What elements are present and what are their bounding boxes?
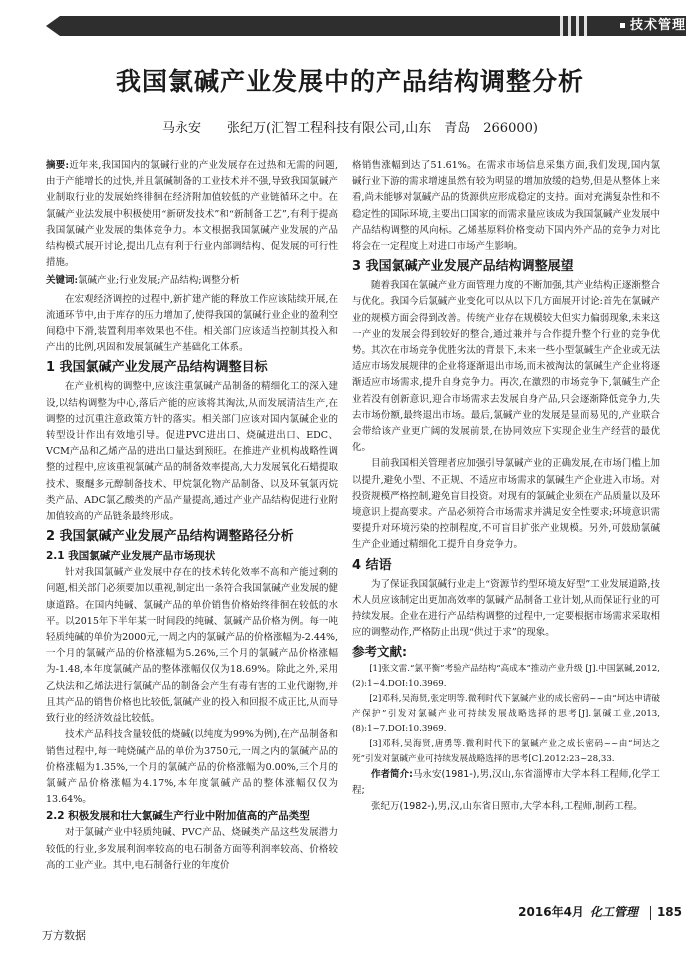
section-4-heading: 4 结语: [352, 557, 392, 573]
section-2-heading: 2 我国氯碱产业发展产品结构调整路径分析: [46, 529, 294, 545]
abstract: [46, 158, 338, 271]
article-title: 我国氯碱产业发展中的产品结构调整分析: [115, 67, 584, 96]
author-bio-lead: 作者简介:: [371, 769, 413, 781]
continued-paragraph: 格销售涨幅到达了51.61%。在需求市场信息采集方面,我们发现,国内氯碱行业下游的需求增速虽然有较为明显的增加放缓的趋势,但是从整体上来看,尚未能够对氯碱产品的货源供应形成稳定的支持。面对充满复杂性和不稳定性的国际环境,主要出口国家的而需求量应该成为我国氯碱产业发展中产品结构调整的风向标。乙烯基原料价格变动下国内外产品的竞争力对比将会在一定程度上对进口市场产生影响。: [352, 160, 660, 253]
page-footer: [518, 903, 682, 920]
page-number: 185: [656, 905, 682, 919]
references-heading: 参考文献:: [352, 644, 407, 660]
keywords: [46, 273, 338, 289]
keywords-lead: 关键词:: [46, 275, 79, 287]
header-stripe: [584, 16, 587, 36]
journal-name: 化工管理: [589, 905, 638, 919]
issue-date: 2016年4月: [518, 905, 584, 919]
header-band: [60, 16, 686, 36]
section-2-1-heading: 2.1 我国氯碱产业发展产品市场现状: [46, 550, 216, 563]
watermark: 万方数据: [42, 929, 86, 942]
section-tag: [620, 16, 686, 36]
article-authors: 马永安 张纪万(汇智工程科技有限公司,山东 青岛 266000): [162, 121, 538, 136]
section-1-paragraph: 在产业机构的调整中,应该注重氯碱产品制备的精细化工的深入建设,以结构调整为中心,落后产能的应该将其淘汰,从而发展清洁生产,在调整的过沉重注意政策方针的落实。相关部门应该对国内氯碱企业的转型设计作出有效地引导。促进PVC进出口、烧碱进出口、EDC、VCM产品和乙烯产品的进出口量达到预旺。在推进产业机构战略性调整的过程中,应该重视氯碱产品的制备效率提高,大力发展氧化石蜡提取技术、聚醚多元醇制备技术、甲烷氯化物产品制备、以及环氧氯丙烷类产品、ADC氯乙酸类的产品产量提高,通过产业产品结构促进行业附加值较高的产品链条最终形成。: [46, 381, 338, 523]
section-2-1-paragraph: 技术产品科技含量较低的烧碱(以纯度为99%为例),在产品制备和销售过程中,每一吨烧碱产品的单价为3750元,一周之内的氯碱产品的价格涨幅为1.35%,一个月的氯碱产品的价格涨幅为0.00%,三个月的氯碱产品价格涨幅为4.17%,本年度氯碱产品的整体涨幅仅仅为13.64%。: [46, 729, 338, 806]
author-bio: 张纪万(1982-),男,汉,山东省日照市,大学本科,工程师,制药工程。: [371, 801, 643, 813]
section-2-2-heading: 2.2 积极发展和壮大氯碱生产行业中附加值高的产品类型: [46, 810, 310, 823]
section-3-paragraph: 目前我国相关管理者应加强引导氯碱产业的正确发展,在市场门槛上加以提升,避免小型、不正规、不适应市场需求的氯碱生产企业进入市场。对投资规模严格控制,避免盲目投资。对现有的氯碱企业须在产品质量以及环境意识上提高要求。产品必须符合市场需求并满足安全性要求;环境意识需要提升对环境污染的控制程度,不可盲目扩张产业规模。另外,可鼓励氯碱生产企业通过精细化工提升自身竞争力。: [352, 458, 660, 551]
author-bio: [352, 767, 660, 799]
square-bullet-icon: [620, 23, 625, 28]
right-column: [352, 158, 660, 815]
abstract-text: 近年来,我国国内的氯碱行业的产业发展存在过热和无需的问题,由于产能增长的过快,并且氯碱制备的工业技术并不强,导致我国氯碱产业制取行业的发展始终徘徊在经济附加值较低的产业链循环之中。在氯碱产业法发展中积极使用“新研发技术”和“新制备工艺”,有利于提高我国氯碱产业发展的集体竞争力。本文根据我国氯碱产业发展的产品结构模式展开讨论,提出几点有利于行业内部调结构、促发展的可行性措施。: [46, 160, 338, 269]
section-3-paragraph: 随着我国在氯碱产业方面管理力度的不断加强,其产业结构正逐渐整合与优化。我国今后氯碱产业变化可以从以下几方面展开讨论:首先在氯碱产业的规模方面会得到改善。传统产业存在规模较大但实力偏弱现象,未来这一产业的发展会得到较好的整合,通过兼并与合作提升整个行业的竞争优势。其次在市场竞争优胜劣汰的背景下,未来一些小型氯碱生产企业或无法适应市场发展规律的企业将逐渐退出市场,而未被淘汰的氯碱生产企业将逐渐适应市场需求,提升自身竞争力。再次,在激烈的市场竞争下,氯碱生产企业若没有创新意识,迎合市场需求去发展自身产品,只会逐渐降低竞争力,失去市场份额,最终退出市场。最后,氯碱产业的发展是显而易见的,产业联合会带给该产业更广阔的发展前景,在协同效应下实现企业生产经营的最优化。: [352, 280, 660, 454]
section-4-paragraph: 为了保证我国氯碱行业走上“资源节约型环境友好型”工业发展道路,技术人员应该制定出更加高效率的氯碱产品制备工业计划,从而保证行业的可持续发展。企业在进行产品结构调整的过程中,一定要根据市场需求采取相应的调整动作,严格防止出现“供过于求”的现象。: [352, 578, 660, 639]
footer-divider: [650, 906, 651, 920]
section-1-heading: 1 我国氯碱产业发展产品结构调整目标: [46, 360, 268, 376]
section-3-heading: 3 我国氯碱产业发展产品结构调整展望: [352, 259, 574, 275]
section-2-1-paragraph: 针对我国氯碱产业发展中存在的技术转化效率不高和产能过剩的问题,相关部门必须要加以重视,制定出一条符合我国氯碱产业发展的健康道路。在国内纯碱、氯碱产品的单价销售价格始终徘徊在较低的水平。以2015年下半年某一时间段的纯碱、氯碱产品价格为例。每一吨轻质纯碱的单价为2000元,一周之内的氯碱产品的价格涨幅为-2.44%,一个月的氯碱产品的价格涨幅为5.26%,三个月的氯碱产品价格涨幅为-1.48,本年度氯碱产品的整体涨幅仅仅为18.69%。除此之外,采用乙炔法和乙烯法进行氯碱产品的制备会产生有毒有害的工业代谢物,并且其产品的销售价格也比较低,氯碱产业的投入和回报不成正比,从而导致行业的经济效益比较低。: [46, 567, 338, 725]
reference-item: [3]邓科,吴海贤,唐勇等.微利时代下的氯碱产业之成长密码~~由“坷达之死”引发对氯碱产业可持续发展战略选择的思考[C].2012:23~28,33.: [352, 739, 660, 765]
reference-item: [2]邓科,吴海贤,张定明等.微利时代下氯碱产业的成长密码~~由“坷达申请破产保护”引发对氯碱产业可持续发展战略选择的思考[J].氯碱工业,2013,(8):1~7.DOI:10.3969.: [352, 694, 660, 735]
author-bio-text: 马永安(1981-),男,汉山,东省淄博市大学本科工程师,化学工程;: [352, 769, 660, 797]
left-column: [46, 158, 338, 874]
section-tag-label: 技术管理: [629, 18, 686, 33]
header-stripe: [576, 16, 579, 36]
header-arrow-icon: [46, 16, 60, 36]
header-stripe: [560, 16, 563, 36]
abstract-lead: 摘要:: [46, 160, 69, 171]
section-2-2-paragraph: 对于氯碱产业中轻质纯碱、PVC产品、烧碱类产品这些发展潜力较低的行业,多发展利润率较高的电石制备方面等利润率较高、价格较高的工业产业。其中,电石制备行业的年度价: [46, 827, 338, 871]
reference-item: [1]张文雷.“氯平衡”考验产品结构“高成本”推动产业升级 [J].中国氯碱,2012,(2):1~4.DOI:10.3969.: [352, 664, 660, 690]
keywords-text: 氯碱产业;行业发展;产品结构;调整分析: [78, 275, 240, 287]
intro-paragraph: 在宏观经济调控的过程中,新扩建产能的释放工作应该陆续开展,在流通环节中,由于库存的压力增加了,使得我国的氯碱行业企业的盈利空间稳中下滑,装置利用率效果也不佳。相关部门应该适当控制其投入和产出的比例,巩固和发展氯碱生产基础化工体系。: [46, 293, 338, 354]
header-stripe: [568, 16, 571, 36]
